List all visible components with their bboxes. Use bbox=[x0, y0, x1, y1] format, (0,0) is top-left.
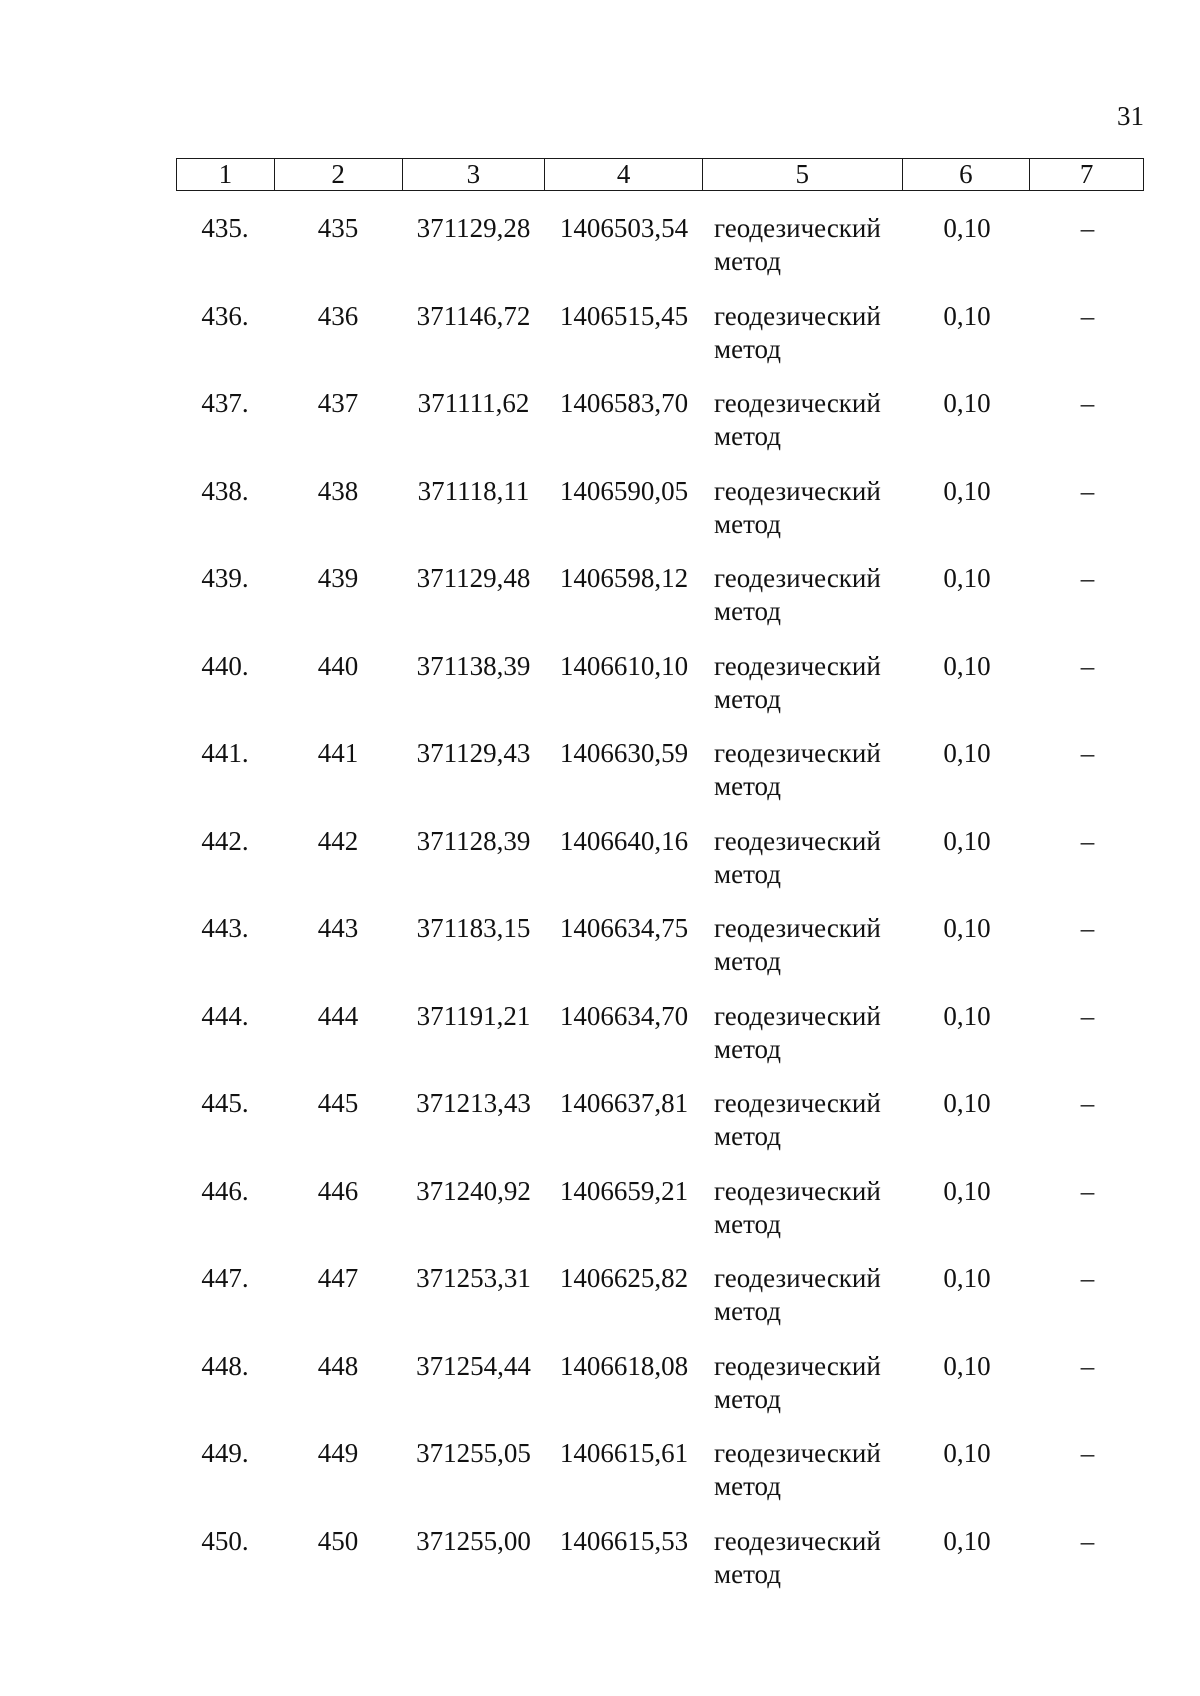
table-row bbox=[176, 1087, 1144, 1175]
note: – bbox=[1080, 650, 1095, 681]
header-cell-6: 6 bbox=[903, 159, 1031, 190]
note: – bbox=[1080, 1438, 1095, 1468]
point-number: 447 bbox=[317, 1263, 359, 1293]
row-number: 446. bbox=[201, 1175, 249, 1206]
header-cell-4: 4 bbox=[545, 159, 703, 190]
table-row bbox=[176, 1350, 1144, 1438]
note: – bbox=[1080, 300, 1095, 331]
method: геодезический метод bbox=[714, 650, 881, 714]
table-row bbox=[176, 1262, 1144, 1350]
note: – bbox=[1080, 1088, 1095, 1118]
coordinate-x: 371118,11 bbox=[417, 475, 530, 506]
accuracy: 0,10 bbox=[943, 1000, 991, 1031]
point-number: 448 bbox=[317, 1350, 359, 1381]
table-row bbox=[176, 737, 1144, 825]
accuracy: 0,10 bbox=[943, 825, 991, 856]
point-number: 442 bbox=[317, 825, 359, 856]
method: геодезический метод bbox=[714, 1088, 881, 1151]
table-row bbox=[176, 1175, 1144, 1263]
accuracy: 0,10 bbox=[943, 213, 991, 243]
coordinate-x: 371255,05 bbox=[416, 1438, 531, 1468]
table-row bbox=[176, 562, 1144, 650]
method: геодезический метод bbox=[714, 563, 881, 626]
row-number: 443. bbox=[201, 913, 249, 943]
coordinate-y: 1406503,54 bbox=[559, 213, 689, 243]
coordinate-x: 371138,39 bbox=[416, 650, 531, 681]
point-number: 436 bbox=[317, 300, 359, 331]
coordinate-y: 1406630,59 bbox=[559, 738, 689, 768]
point-number: 443 bbox=[317, 913, 359, 943]
table-row bbox=[176, 1437, 1144, 1525]
note: – bbox=[1080, 738, 1095, 768]
coordinate-x: 371111,62 bbox=[417, 388, 530, 418]
coordinate-y: 1406598,12 bbox=[559, 563, 689, 593]
table-header bbox=[176, 158, 1144, 191]
row-number: 438. bbox=[201, 475, 249, 506]
coordinate-y: 1406583,70 bbox=[559, 388, 689, 418]
table-row bbox=[176, 912, 1144, 1000]
method: геодезический метод bbox=[714, 1263, 881, 1326]
table-row bbox=[176, 650, 1144, 738]
accuracy: 0,10 bbox=[943, 1263, 991, 1293]
note: – bbox=[1080, 1263, 1095, 1293]
point-number: 449 bbox=[317, 1438, 359, 1468]
table-row bbox=[176, 387, 1144, 475]
coordinate-y: 1406615,53 bbox=[559, 1525, 689, 1556]
coordinate-x: 371240,92 bbox=[416, 1175, 531, 1206]
header-cell-7: 7 bbox=[1079, 159, 1094, 189]
row-number: 444. bbox=[201, 1000, 249, 1031]
accuracy: 0,10 bbox=[943, 475, 991, 506]
accuracy: 0,10 bbox=[943, 300, 991, 331]
note: – bbox=[1080, 388, 1095, 418]
note: – bbox=[1080, 1350, 1095, 1381]
point-number: 435 bbox=[317, 213, 359, 243]
coordinate-x: 371213,43 bbox=[416, 1088, 531, 1118]
coordinate-y: 1406634,75 bbox=[559, 913, 689, 943]
coordinate-x: 371129,48 bbox=[416, 563, 531, 593]
point-number: 444 bbox=[317, 1000, 359, 1031]
coordinate-x: 371255,00 bbox=[416, 1525, 531, 1556]
table-row bbox=[176, 475, 1144, 563]
coordinate-y: 1406618,08 bbox=[559, 1350, 689, 1381]
note: – bbox=[1080, 1000, 1095, 1031]
accuracy: 0,10 bbox=[943, 1438, 991, 1468]
method: геодезический метод bbox=[714, 825, 881, 889]
table-row bbox=[176, 1000, 1144, 1088]
method: геодезический метод bbox=[714, 388, 881, 451]
method: геодезический метод bbox=[714, 475, 881, 539]
row-number: 447. bbox=[201, 1263, 249, 1293]
method: геодезический метод bbox=[714, 1350, 881, 1414]
point-number: 445 bbox=[317, 1088, 359, 1118]
coordinate-y: 1406515,45 bbox=[559, 300, 689, 331]
coordinate-x: 371129,28 bbox=[416, 213, 531, 243]
header-cell-3: 3 bbox=[403, 159, 546, 190]
row-number: 442. bbox=[201, 825, 249, 856]
row-number: 448. bbox=[201, 1350, 249, 1381]
row-number: 437. bbox=[201, 388, 249, 418]
header-cell-5: 5 bbox=[703, 159, 903, 190]
accuracy: 0,10 bbox=[943, 1175, 991, 1206]
coordinate-y: 1406640,16 bbox=[559, 825, 689, 856]
note: – bbox=[1080, 1175, 1095, 1206]
table-row bbox=[176, 1525, 1144, 1613]
table-row bbox=[176, 825, 1144, 913]
accuracy: 0,10 bbox=[943, 738, 991, 768]
coordinate-y: 1406634,70 bbox=[559, 1000, 689, 1031]
row-number: 439. bbox=[201, 563, 249, 593]
table-body bbox=[176, 212, 1144, 1612]
accuracy: 0,10 bbox=[943, 1350, 991, 1381]
method: геодезический метод bbox=[714, 213, 881, 276]
row-number: 445. bbox=[201, 1088, 249, 1118]
coordinate-y: 1406590,05 bbox=[559, 475, 689, 506]
method: геодезический метод bbox=[714, 300, 881, 364]
coordinate-x: 371183,15 bbox=[416, 913, 531, 943]
table-row bbox=[176, 212, 1144, 300]
row-number: 449. bbox=[201, 1438, 249, 1468]
coordinate-x: 371253,31 bbox=[416, 1263, 531, 1293]
coordinate-x: 371146,72 bbox=[416, 300, 531, 331]
page-number: 31 bbox=[1117, 101, 1144, 131]
point-number: 437 bbox=[317, 388, 359, 418]
note: – bbox=[1080, 563, 1095, 593]
method: геодезический метод bbox=[714, 1438, 881, 1501]
accuracy: 0,10 bbox=[943, 1088, 991, 1118]
point-number: 446 bbox=[317, 1175, 359, 1206]
accuracy: 0,10 bbox=[943, 913, 991, 943]
row-number: 435. bbox=[201, 213, 249, 243]
note: – bbox=[1080, 913, 1095, 943]
coordinate-x: 371191,21 bbox=[416, 1000, 531, 1031]
coordinate-x: 371254,44 bbox=[416, 1350, 531, 1381]
table-row bbox=[176, 300, 1144, 388]
method: геодезический метод bbox=[714, 913, 881, 976]
point-number: 439 bbox=[317, 563, 359, 593]
accuracy: 0,10 bbox=[943, 563, 991, 593]
row-number: 440. bbox=[201, 650, 249, 681]
header-cell-2: 2 bbox=[275, 159, 403, 190]
coordinate-x: 371128,39 bbox=[416, 825, 531, 856]
coordinate-x: 371129,43 bbox=[416, 738, 531, 768]
coordinate-y: 1406659,21 bbox=[559, 1175, 689, 1206]
point-number: 441 bbox=[317, 738, 359, 768]
accuracy: 0,10 bbox=[943, 1525, 991, 1556]
method: геодезический метод bbox=[714, 1525, 881, 1589]
row-number: 441. bbox=[201, 738, 249, 768]
row-number: 436. bbox=[201, 300, 249, 331]
coordinate-y: 1406610,10 bbox=[559, 650, 689, 681]
note: – bbox=[1080, 213, 1095, 243]
note: – bbox=[1080, 825, 1095, 856]
coordinate-y: 1406615,61 bbox=[559, 1438, 689, 1468]
accuracy: 0,10 bbox=[943, 650, 991, 681]
method: геодезический метод bbox=[714, 738, 881, 801]
point-number: 450 bbox=[317, 1525, 359, 1556]
note: – bbox=[1080, 475, 1095, 506]
point-number: 438 bbox=[317, 475, 359, 506]
method: геодезический метод bbox=[714, 1175, 881, 1239]
coordinate-y: 1406625,82 bbox=[559, 1263, 689, 1293]
header-cell-1: 1 bbox=[177, 159, 275, 190]
row-number: 450. bbox=[201, 1525, 249, 1556]
method: геодезический метод bbox=[714, 1000, 881, 1064]
note: – bbox=[1080, 1525, 1095, 1556]
point-number: 440 bbox=[317, 650, 359, 681]
coordinate-y: 1406637,81 bbox=[559, 1088, 689, 1118]
accuracy: 0,10 bbox=[943, 388, 991, 418]
